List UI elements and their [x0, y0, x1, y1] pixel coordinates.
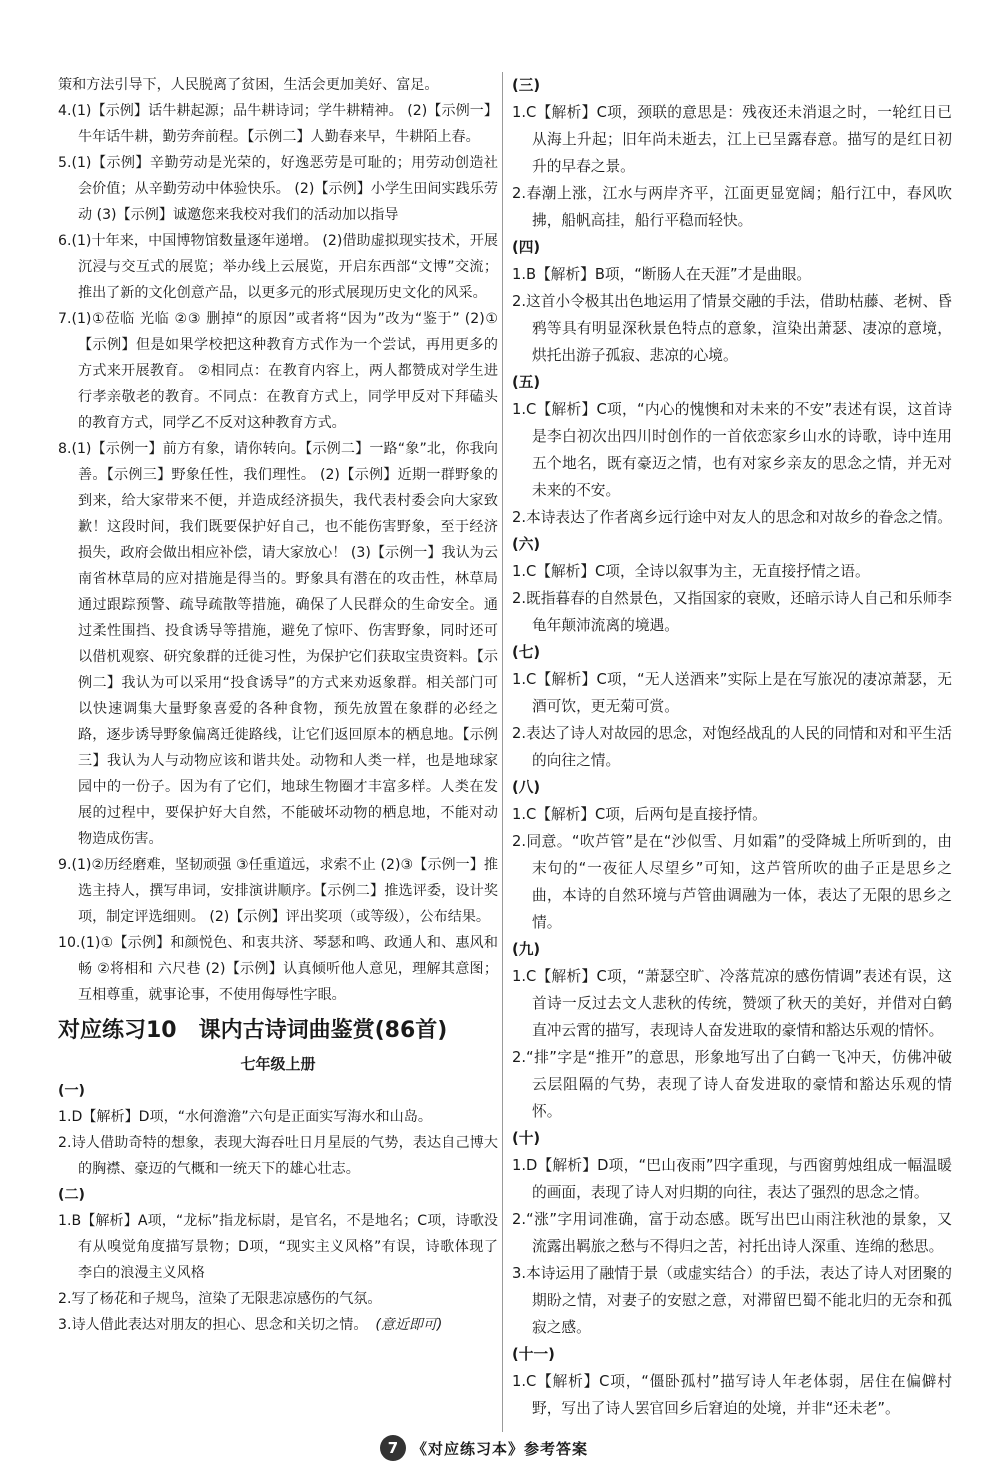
answer-item: [512, 261, 952, 288]
item-text: 2.既指暮春的自然景色，又指国家的衰败，还暗示诗人自己和乐师李龟年颠沛流离的境遇。: [512, 590, 952, 634]
item-text: 7.(1)①莅临 光临 ②③ 删掉“的原因”或者将“因为”改为“鉴于” (2)①【示例】但是如果学校把这种教育方式作为一个尝试，再用更多的方式来开展教育。 ②相同点：在教育内容上，两人都赞成对学生进行孝亲敬老的教育。不同点：在教育方式上，同学甲反对下拜磕头的教育方式，同学乙不反对这种教育方式。: [58, 311, 498, 431]
item-text: 1.C【解析】C项，后两句是直接抒情。: [512, 806, 767, 823]
item-text: 1.C【解析】C项，“无人送酒来”实际上是在写旅况的凄凉萧瑟，无酒可饮，更无菊可赏。: [512, 671, 952, 715]
item-text: 2.表达了诗人对故园的思念，对饱经战乱的人民的同情和对和平生活的向往之情。: [512, 725, 952, 769]
answer-item: [512, 666, 952, 720]
answer-item: [512, 828, 952, 936]
item-text: 10.(1)①【示例】和颜悦色、和衷共济、琴瑟和鸣、政通人和、惠风和畅 ②将相和 六尺巷 (2)【示例】认真倾听他人意见，理解其意图；互相尊重，就事论事，不使用侮辱性字眼。: [58, 935, 498, 1003]
answer-item: [512, 504, 952, 531]
item-text: (八): [512, 779, 541, 796]
answer-item: [512, 1206, 952, 1260]
item-text: 1.B【解析】B项，“断肠人在天涯”才是曲眼。: [512, 266, 812, 283]
answer-item: [512, 180, 952, 234]
answer-item: [58, 930, 498, 1008]
item-text: 2.这首小令极其出色地运用了情景交融的手法，借助枯藤、老树、昏鸦等具有明显深秋景色特点的意象，渲染出萧瑟、凄凉的意境，烘托出游子孤寂、悲凉的心境。: [512, 293, 952, 364]
item-text: 5.(1)【示例】辛勤劳动是光荣的，好逸恶劳是可耻的；用劳动创造社会价值；从辛勤劳动中体验快乐。 (2)【示例】小学生田间实践乐劳动 (3)【示例】诚邀您来我校对我们的活动加以指导: [58, 155, 498, 223]
item-text: 8.(1)【示例一】前方有象，请你转向。【示例二】一路“象”北，你我向善。【示例三】野象任性，我们理性。 (2)【示例】近期一群野象的到来，给大家带来不便，并造成经济损失，我代表村委会向大家致歉！这段时间，我们既要保护好自己，也不能伤害野象，至于经济损失，政府会做出相应补偿，请大家放心！ (3)【示例一】我认为云南省林草局的应对措施是得当的。野象具有潜在的攻击性，林草局通过跟踪预警、疏导疏散等措施，确保了人民群众的生命安全。通过柔性围挡、投食诱导等措施，避免了惊吓、伤害野象，同时还可以借机观察、研究象群的迁徙习性，为保护它们获取宝贵资料。【示例二】我认为可以采用“投食诱导”的方式来劝返象群。相关部门可以快速调集大量野象喜爱的各种食物，预先放置在象群的必经之路，逐步诱导野象偏离迁徙路线，让它们返回原本的栖息地。【示例三】我认为人与动物应该和谐共处。动物和人类一样，也是地球家园中的一份子。因为有了它们，地球生物圈才丰富多样。人类在发展的过程中，要保护好大自然，不能破坏动物的栖息地，不能对动物造成伤害。: [58, 441, 498, 847]
answer-item: [58, 1130, 498, 1182]
handwritten-note: (意近即可): [375, 1317, 443, 1333]
item-text: 2.“排”字是“推开”的意思，形象地写出了白鹤一飞冲天，仿佛冲破云层阻隔的气势，表现了诗人奋发进取的豪情和豁达乐观的情怀。: [512, 1049, 952, 1120]
answer-item: [58, 228, 498, 306]
item-text: 策和方法引导下，人民脱离了贫困，生活会更加美好、富足。: [58, 77, 439, 93]
item-text: (九): [512, 941, 541, 958]
answer-item: [58, 1286, 498, 1312]
answer-item: [58, 150, 498, 228]
left-column: [58, 72, 498, 1338]
item-text: 对应练习10 课内古诗词曲鉴赏(86首): [58, 1018, 448, 1043]
answer-item: [58, 852, 498, 930]
item-text: 1.C【解析】C项，“萧瑟空旷、冷落荒凉的感伤情调”表述有误，这首诗一反过去文人悲秋的传统，赞颂了秋天的美好，并借对白鹤直冲云霄的描写，表现诗人奋发进取的豪情和豁达乐观的情怀。: [512, 968, 952, 1039]
section-number: [512, 531, 952, 558]
item-text: 2.春潮上涨，江水与两岸齐平，江面更显宽阔；船行江中，春风吹拂，船帆高挂，船行平稳而轻快。: [512, 185, 952, 229]
item-text: 4.(1)【示例】话牛耕起源；品牛耕诗词；学牛耕精神。 (2)【示例一】牛年话牛耕，勤劳奔前程。【示例二】人勤春来早，牛耕陌上春。: [58, 103, 498, 145]
item-text: 1.B【解析】A项，“龙标”指龙标尉，是官名，不是地名；C项，诗歌没有从嗅觉角度描写景物；D项，“现实主义风格”有误，诗歌体现了李白的浪漫主义风格: [58, 1213, 498, 1281]
item-text: 6.(1)十年来，中国博物馆数量逐年递增。 (2)借助虚拟现实技术，开展沉浸与交互式的展览；举办线上云展览，开启东西部“文博”交流；推出了新的文化创意产品，以更多元的形式展现历史文化的风采。: [58, 233, 498, 301]
answer-item: [512, 801, 952, 828]
item-text: 七年级上册: [240, 1055, 316, 1073]
item-text: (六): [512, 536, 541, 553]
section-number: [58, 1078, 498, 1104]
section-number: [58, 1182, 498, 1208]
section-number: [512, 774, 952, 801]
answer-item: [58, 1208, 498, 1286]
answer-item: [512, 720, 952, 774]
item-text: (一): [58, 1083, 85, 1099]
item-text: 3.本诗运用了融情于景（或虚实结合）的手法，表达了诗人对团聚的期盼之情，对妻子的安慰之意，对滞留巴蜀不能北归的无奈和孤寂之感。: [512, 1265, 952, 1336]
page-footer: [380, 1434, 650, 1462]
answer-item: [512, 1152, 952, 1206]
answer-item: [512, 585, 952, 639]
item-text: 1.D【解析】D项，“巴山夜雨”四字重现，与西窗剪烛组成一幅温暖的画面，表现了诗人对归期的向往，表达了强烈的思念之情。: [512, 1157, 952, 1201]
section-number: [512, 639, 952, 666]
item-text: 1.C【解析】C项，“僵卧孤村”描写诗人年老体弱，居住在偏僻村野，写出了诗人罢官回乡后窘迫的处境，并非“还未老”。: [512, 1373, 952, 1417]
item-text: (十一): [512, 1346, 555, 1363]
item-text: 1.C【解析】C项，全诗以叙事为主，无直接抒情之语。: [512, 563, 870, 580]
answer-item: [512, 288, 952, 369]
item-text: (二): [58, 1187, 85, 1203]
answer-item: [512, 99, 952, 180]
section-number: [512, 1341, 952, 1368]
section-number: [512, 72, 952, 99]
answer-item: [512, 1260, 952, 1341]
section-heading: [58, 1012, 498, 1050]
item-text: 2.诗人借助奇特的想象，表现大海吞吐日月星辰的气势，表达自己博大的胸襟、豪迈的气概和一统天下的雄心壮志。: [58, 1135, 498, 1177]
section-number: [512, 234, 952, 261]
item-text: 9.(1)②历经磨难，坚韧顽强 ③任重道远，求索不止 (2)③【示例一】推选主持人，撰写串词，安排演讲顺序。【示例二】推选评委，设计奖项，制定评选细则。 (2)【示例】评出奖项（或等级），公布结果。: [58, 857, 498, 925]
page-number: 7: [380, 1435, 406, 1461]
answer-item: [58, 306, 498, 436]
column-divider: [502, 72, 503, 1432]
answer-item: [512, 396, 952, 504]
item-text: 2.“涨”字用词准确，富于动态感。既写出巴山雨注秋池的景象，又流露出羁旅之愁与不得归之苦，衬托出诗人深重、连绵的愁思。: [512, 1211, 952, 1255]
item-text: (七): [512, 644, 541, 661]
item-text: 2.本诗表达了作者离乡远行途中对友人的思念和对故乡的眷念之情。: [512, 509, 952, 526]
item-text: (五): [512, 374, 541, 391]
answer-item: [58, 72, 498, 98]
answer-item: [512, 558, 952, 585]
item-text: 1.C【解析】C项，颈联的意思是：残夜还未消退之时，一轮红日已从海上升起；旧年尚未逝去，江上已呈露春意。描写的是红日初升的早春之景。: [512, 104, 952, 175]
item-text: 2.写了杨花和子规鸟，渲染了无限悲凉感伤的气氛。: [58, 1291, 382, 1307]
footer-title: 《对应练习本》参考答案: [412, 1439, 589, 1458]
answer-item: [512, 1368, 952, 1422]
answer-item: [512, 1044, 952, 1125]
answer-item: [512, 963, 952, 1044]
answer-item: [58, 1312, 498, 1338]
section-number: [512, 1125, 952, 1152]
item-text: (十): [512, 1130, 541, 1147]
grade-subheading: [58, 1050, 498, 1078]
answer-item: [58, 1104, 498, 1130]
answer-item: [58, 436, 498, 852]
item-text: 1.D【解析】D项，“水何澹澹”六句是正面实写海水和山岛。: [58, 1109, 432, 1125]
item-text: (三): [512, 77, 541, 94]
right-column: [512, 72, 952, 1422]
item-text: 1.C【解析】C项，“内心的愧懊和对未来的不安”表述有误，这首诗是李白初次出四川时创作的一首依恋家乡山水的诗歌，诗中连用五个地名，既有豪迈之情，也有对家乡亲友的思念之情，并无对未来的不安。: [512, 401, 952, 499]
item-text: (四): [512, 239, 541, 256]
section-number: [512, 369, 952, 396]
section-number: [512, 936, 952, 963]
answer-item: [58, 98, 498, 150]
item-text: 2.同意。“吹芦管”是在“沙似雪、月如霜”的受降城上所听到的，由末句的“一夜征人尽望乡”可知，这芦管所吹的曲子正是思乡之曲，本诗的自然环境与芦管曲调融为一体，表达了无限的思乡之情。: [512, 833, 952, 931]
item-text: 3.诗人借此表达对朋友的担心、思念和关切之情。: [58, 1317, 368, 1333]
